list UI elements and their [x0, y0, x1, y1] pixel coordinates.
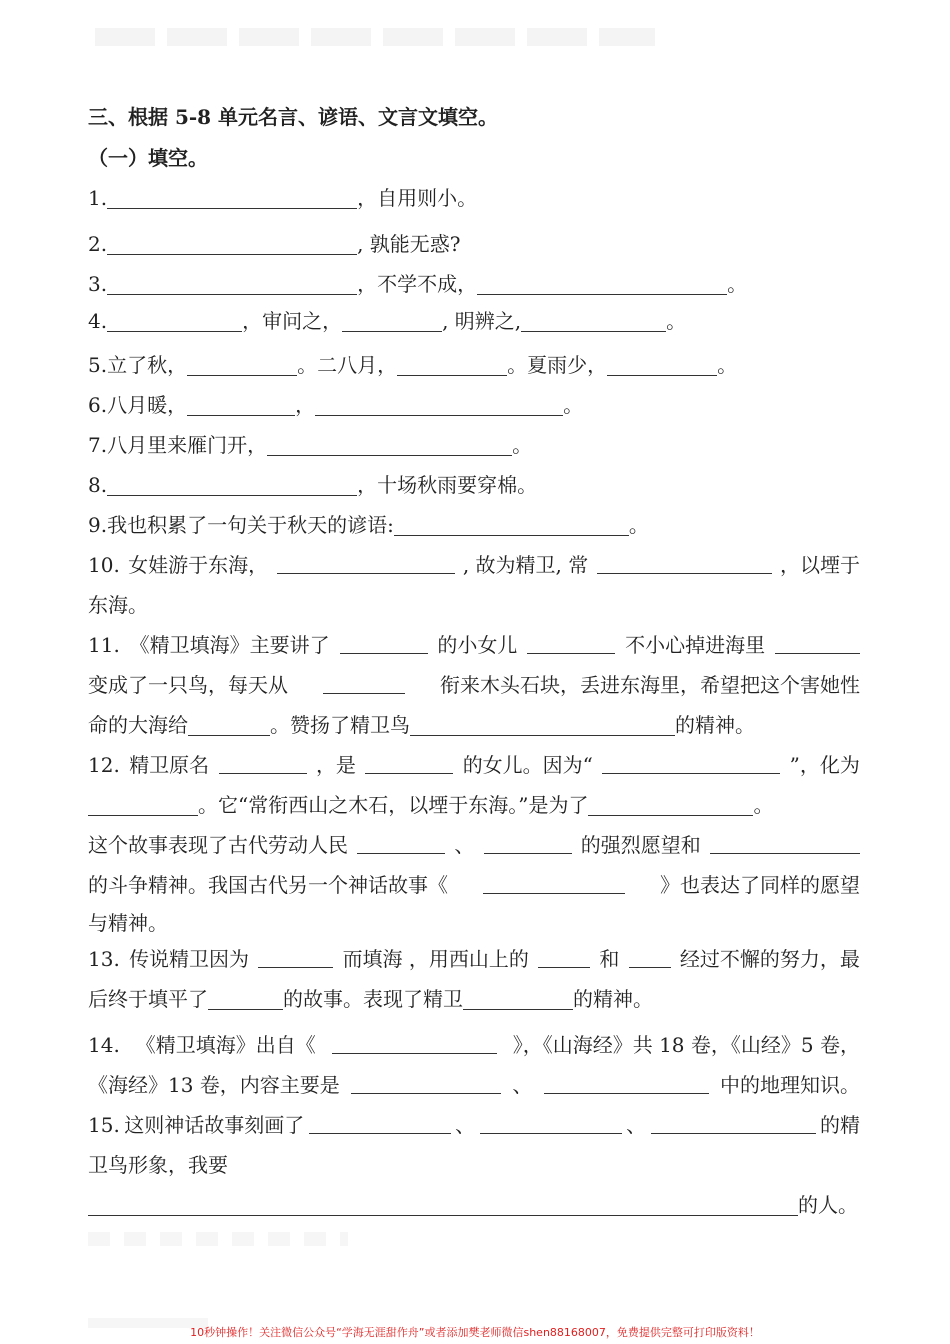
answer-blank[interactable]: [588, 793, 753, 816]
answer-blank[interactable]: [597, 551, 772, 574]
answer-blank[interactable]: [710, 831, 860, 854]
answer-blank[interactable]: [410, 713, 675, 736]
question-15-line3: [88, 1191, 858, 1219]
question-text: , 故为精卫, 常: [462, 553, 589, 577]
question-text: 的女儿。因为“: [462, 753, 593, 777]
question-text: 这个故事表现了古代劳动人民: [88, 833, 348, 857]
question-11-line2: [88, 671, 860, 699]
question-10: [88, 551, 860, 579]
section-title: 三、根据 5-8 单元名言、谚语、文言文填空。: [88, 105, 499, 129]
question-text: 中的地理知识。: [720, 1073, 860, 1097]
question-number: 5.: [88, 353, 108, 377]
question-number: 6.: [88, 393, 108, 417]
question-12-line3: [88, 831, 860, 859]
answer-blank[interactable]: [340, 631, 428, 654]
question-text: , 孰能无惑?: [357, 232, 461, 256]
answer-blank[interactable]: [397, 353, 507, 376]
question-text: 的强烈愿望和: [580, 833, 701, 857]
question-number: 3.: [88, 272, 108, 296]
answer-blank[interactable]: [315, 393, 563, 416]
question-text: 传说精卫因为: [129, 947, 250, 971]
question-text: 。赞扬了精卫鸟: [270, 713, 410, 737]
question-number: 9.: [88, 513, 108, 537]
question-text: 命的大海给: [88, 713, 188, 737]
question-text: , 明辨之,: [442, 309, 522, 333]
question-text: 衔来木头石块，丢进东海里，希望把这个害她性: [440, 673, 860, 697]
answer-blank[interactable]: [107, 232, 357, 255]
question-number: 8.: [88, 473, 108, 497]
answer-blank[interactable]: [651, 1111, 816, 1134]
answer-blank[interactable]: [607, 353, 717, 376]
question-text: 、: [512, 1073, 533, 1097]
question-text: ，审问之，: [242, 309, 343, 333]
question-text: 八月里来雁门开，: [107, 433, 268, 457]
question-text: 变成了一只鸟，每天从: [88, 673, 288, 697]
question-4: [88, 307, 686, 335]
faint-text: [88, 1232, 348, 1246]
question-text: 《精卫填海》主要讲了: [129, 633, 330, 657]
faint-header-text: [95, 28, 655, 46]
question-number: 7.: [88, 433, 108, 457]
question-text: 女娃游于东海，: [128, 553, 269, 577]
question-text: 《精卫填海》出自《: [135, 1033, 316, 1057]
question-text: ，是: [315, 753, 356, 777]
question-text: 。它“常衔西山之木石，以堙于东海。”是为了: [198, 793, 589, 817]
answer-blank[interactable]: [477, 272, 727, 295]
answer-blank[interactable]: [394, 513, 629, 536]
question-number: 15.: [88, 1113, 120, 1137]
question-15: [88, 1111, 860, 1139]
answer-blank[interactable]: [365, 751, 453, 774]
question-text: 。: [666, 309, 687, 333]
question-number: 10.: [88, 553, 120, 577]
answer-blank[interactable]: [107, 272, 357, 295]
question-number: 14.: [88, 1033, 120, 1057]
question-text: 这则神话故事刻画了: [124, 1113, 305, 1137]
question-text: 的斗争精神。我国古代另一个神话故事《: [88, 873, 448, 897]
answer-blank[interactable]: [357, 831, 445, 854]
question-11-line3: [88, 711, 755, 739]
question-text: 》也表达了同样的愿望: [660, 873, 860, 897]
answer-blank[interactable]: [219, 751, 307, 774]
question-12-line5: 与精神。: [88, 911, 168, 935]
question-number: 1.: [88, 186, 108, 210]
question-text: ，不学不成，: [357, 272, 478, 296]
question-text: 。: [717, 353, 738, 377]
question-10-cont: 东海。: [88, 593, 148, 617]
question-text: 的人。: [798, 1193, 858, 1217]
answer-blank[interactable]: [602, 751, 780, 774]
question-9: [88, 511, 649, 539]
question-text: 、: [455, 1113, 476, 1137]
answer-blank[interactable]: [521, 309, 666, 332]
question-text: 不小心掉进海里: [625, 633, 766, 657]
answer-blank[interactable]: [323, 671, 405, 694]
answer-blank[interactable]: [332, 1031, 497, 1054]
answer-blank[interactable]: [88, 1193, 798, 1216]
question-text: ，: [295, 393, 316, 417]
question-6: [88, 391, 583, 419]
question-3: [88, 270, 747, 298]
question-13: [88, 945, 860, 973]
question-number: 13.: [88, 947, 120, 971]
question-text: 。: [628, 513, 649, 537]
question-number: 12.: [88, 753, 120, 777]
question-text: 八月暖，: [107, 393, 188, 417]
answer-blank[interactable]: [258, 945, 333, 968]
question-14: [88, 1031, 860, 1059]
sub-title: （一）填空。: [88, 146, 208, 170]
question-5: [88, 351, 737, 379]
question-text: 、: [626, 1113, 647, 1137]
answer-blank[interactable]: [88, 793, 198, 816]
question-number: 11.: [88, 633, 120, 657]
answer-blank[interactable]: [463, 987, 573, 1010]
answer-blank[interactable]: [775, 631, 860, 654]
question-text: 立了秋，: [107, 353, 188, 377]
question-text: 经过不懈的努力，最: [679, 947, 860, 971]
question-number: 4.: [88, 309, 108, 333]
answer-blank[interactable]: [187, 393, 295, 416]
question-text: 。二八月，: [297, 353, 398, 377]
question-text: 》，《山海经》共 18 卷，《山经》5 卷，: [512, 1033, 860, 1057]
answer-blank[interactable]: [483, 871, 625, 894]
question-text: 、: [454, 833, 475, 857]
question-text: 。: [753, 793, 774, 817]
answer-blank[interactable]: [484, 831, 572, 854]
question-text: ，以堙于: [779, 553, 860, 577]
answer-blank[interactable]: [480, 1111, 622, 1134]
question-text: 的精神。: [573, 987, 653, 1011]
question-text: 和: [599, 947, 620, 971]
question-text: 。: [563, 393, 584, 417]
question-text: 我也积累了一句关于秋天的谚语:: [107, 513, 394, 537]
answer-blank[interactable]: [267, 433, 512, 456]
question-12: [88, 751, 860, 779]
answer-blank[interactable]: [188, 713, 270, 736]
question-7: [88, 431, 532, 459]
question-1: [88, 184, 477, 212]
question-text: 。夏雨少，: [507, 353, 608, 377]
question-text: 。: [727, 272, 748, 296]
answer-blank[interactable]: [187, 353, 297, 376]
answer-blank[interactable]: [544, 1071, 709, 1094]
question-text: 。: [512, 433, 533, 457]
answer-blank[interactable]: [629, 945, 671, 968]
question-11: [88, 631, 860, 659]
answer-blank[interactable]: [351, 1071, 501, 1094]
question-2: [88, 230, 461, 258]
question-text: 后终于填平了: [88, 987, 208, 1011]
question-15-line2: 卫鸟形象，我要: [88, 1153, 228, 1177]
question-text: 《海经》13 卷，内容主要是: [88, 1073, 340, 1097]
question-12-line4: [88, 871, 860, 899]
question-14-line2: [88, 1071, 860, 1099]
question-text: ，十场秋雨要穿棉。: [357, 473, 538, 497]
answer-blank[interactable]: [107, 309, 242, 332]
question-text: 的精: [819, 1113, 860, 1137]
question-text: 的小女儿: [437, 633, 518, 657]
question-text: 的故事。表现了精卫: [283, 987, 463, 1011]
question-8: [88, 471, 537, 499]
answer-blank[interactable]: [342, 309, 442, 332]
question-text: 的精神。: [675, 713, 755, 737]
question-text: 精卫原名: [129, 753, 210, 777]
question-text: ”，化为: [789, 753, 860, 777]
question-13-line2: [88, 985, 653, 1013]
answer-blank[interactable]: [107, 473, 357, 496]
answer-blank[interactable]: [538, 945, 590, 968]
question-12-line2: [88, 791, 773, 819]
question-text: ，自用则小。: [357, 186, 478, 210]
answer-blank[interactable]: [107, 186, 357, 209]
footer-notice: 10秒钟操作！关注微信公众号“学海无涯甜作舟”或者添加樊老师微信shen88168007，免费提供完整可打印版资料！: [190, 1326, 760, 1339]
question-text: 而填海 ，用西山上的: [342, 947, 529, 971]
answer-blank[interactable]: [527, 631, 615, 654]
answer-blank[interactable]: [277, 551, 455, 574]
answer-blank[interactable]: [309, 1111, 451, 1134]
question-number: 2.: [88, 232, 108, 256]
answer-blank[interactable]: [208, 987, 283, 1010]
